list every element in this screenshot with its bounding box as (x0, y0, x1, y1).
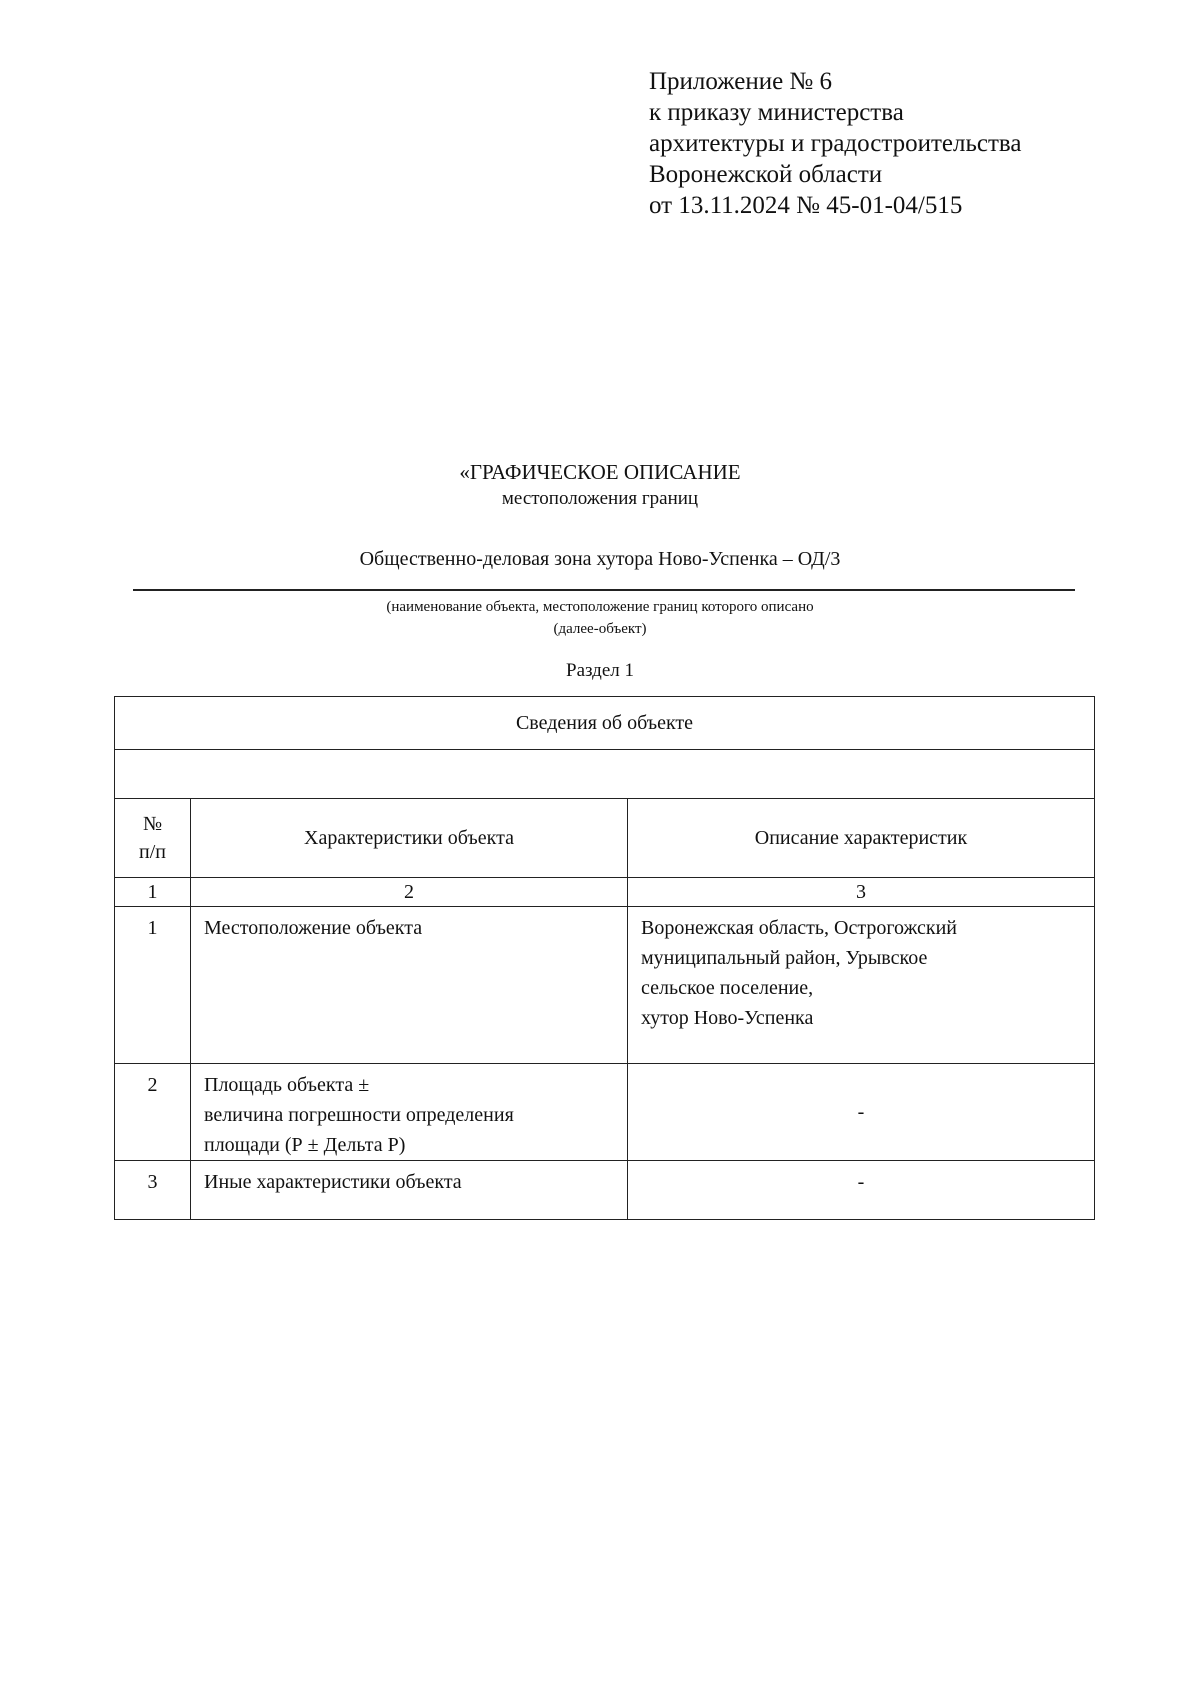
header-number-line-2: п/п (139, 841, 166, 863)
title-main: «ГРАФИЧЕСКОЕ ОПИСАНИЕ (459, 460, 741, 484)
header-number (115, 799, 191, 878)
object-info-table (114, 696, 1095, 1220)
appendix-header (649, 66, 1021, 221)
row-characteristic: Иные характеристики объекта (191, 1161, 628, 1220)
row-description-line: муниципальный район, Урывское (641, 947, 928, 969)
object-name-underline (133, 589, 1075, 591)
row-characteristic-line: площади (Р ± Дельта Р) (204, 1134, 406, 1156)
table-caption: Сведения об объекте (115, 697, 1095, 750)
header-description: Описание характеристик (628, 799, 1095, 878)
header-characteristics: Характеристики объекта (191, 799, 628, 878)
row-description-line: хутор Ново-Успенка (641, 1007, 814, 1029)
column-number-3: 3 (628, 878, 1095, 907)
appendix-line-3: архитектуры и градостроительства (649, 130, 1022, 157)
object-caption-line-1: (наименование объекта, местоположение границ которого описано (386, 599, 814, 615)
title-subtitle: местоположения границ (501, 488, 699, 509)
appendix-line-2: к приказу министерства (649, 99, 904, 126)
row-characteristic-line: Площадь объекта ± (204, 1074, 370, 1096)
column-number-2: 2 (191, 878, 628, 907)
appendix-line-5: от 13.11.2024 № 45-01-04/515 (649, 192, 963, 219)
column-number-1: 1 (115, 878, 191, 907)
table-empty-row (115, 750, 1095, 799)
document-title (0, 458, 1200, 512)
header-number-line-1: № (142, 813, 163, 835)
row-description-line: Воронежская область, Острогожский (641, 917, 957, 939)
object-caption-line-2: (далее-объект) (553, 621, 647, 637)
section-title: Раздел 1 (566, 660, 634, 681)
row-characteristic-line: величина погрешности определения (204, 1104, 514, 1126)
row-characteristic: Местоположение объекта (191, 907, 628, 1064)
row-description-line: сельское поселение, (641, 977, 814, 999)
table-header-row (115, 799, 1095, 878)
table-column-number-row (115, 878, 1095, 907)
object-name-caption (0, 596, 1200, 640)
row-number: 2 (115, 1064, 191, 1161)
appendix-line-1: Приложение № 6 (649, 68, 833, 95)
table-row (115, 907, 1095, 1064)
table-empty-cell (115, 750, 1095, 799)
object-name: Общественно-деловая зона хутора Ново-Успенка – ОД/3 (359, 548, 841, 570)
appendix-line-4: Воронежской области (649, 161, 883, 188)
table-caption-row (115, 697, 1095, 750)
table-row (115, 1064, 1095, 1161)
row-characteristic (191, 1064, 628, 1161)
row-description (628, 907, 1095, 1064)
row-description: - (628, 1064, 1095, 1161)
row-number: 3 (115, 1161, 191, 1220)
table-row (115, 1161, 1095, 1220)
row-number: 1 (115, 907, 191, 1064)
row-description: - (628, 1161, 1095, 1220)
